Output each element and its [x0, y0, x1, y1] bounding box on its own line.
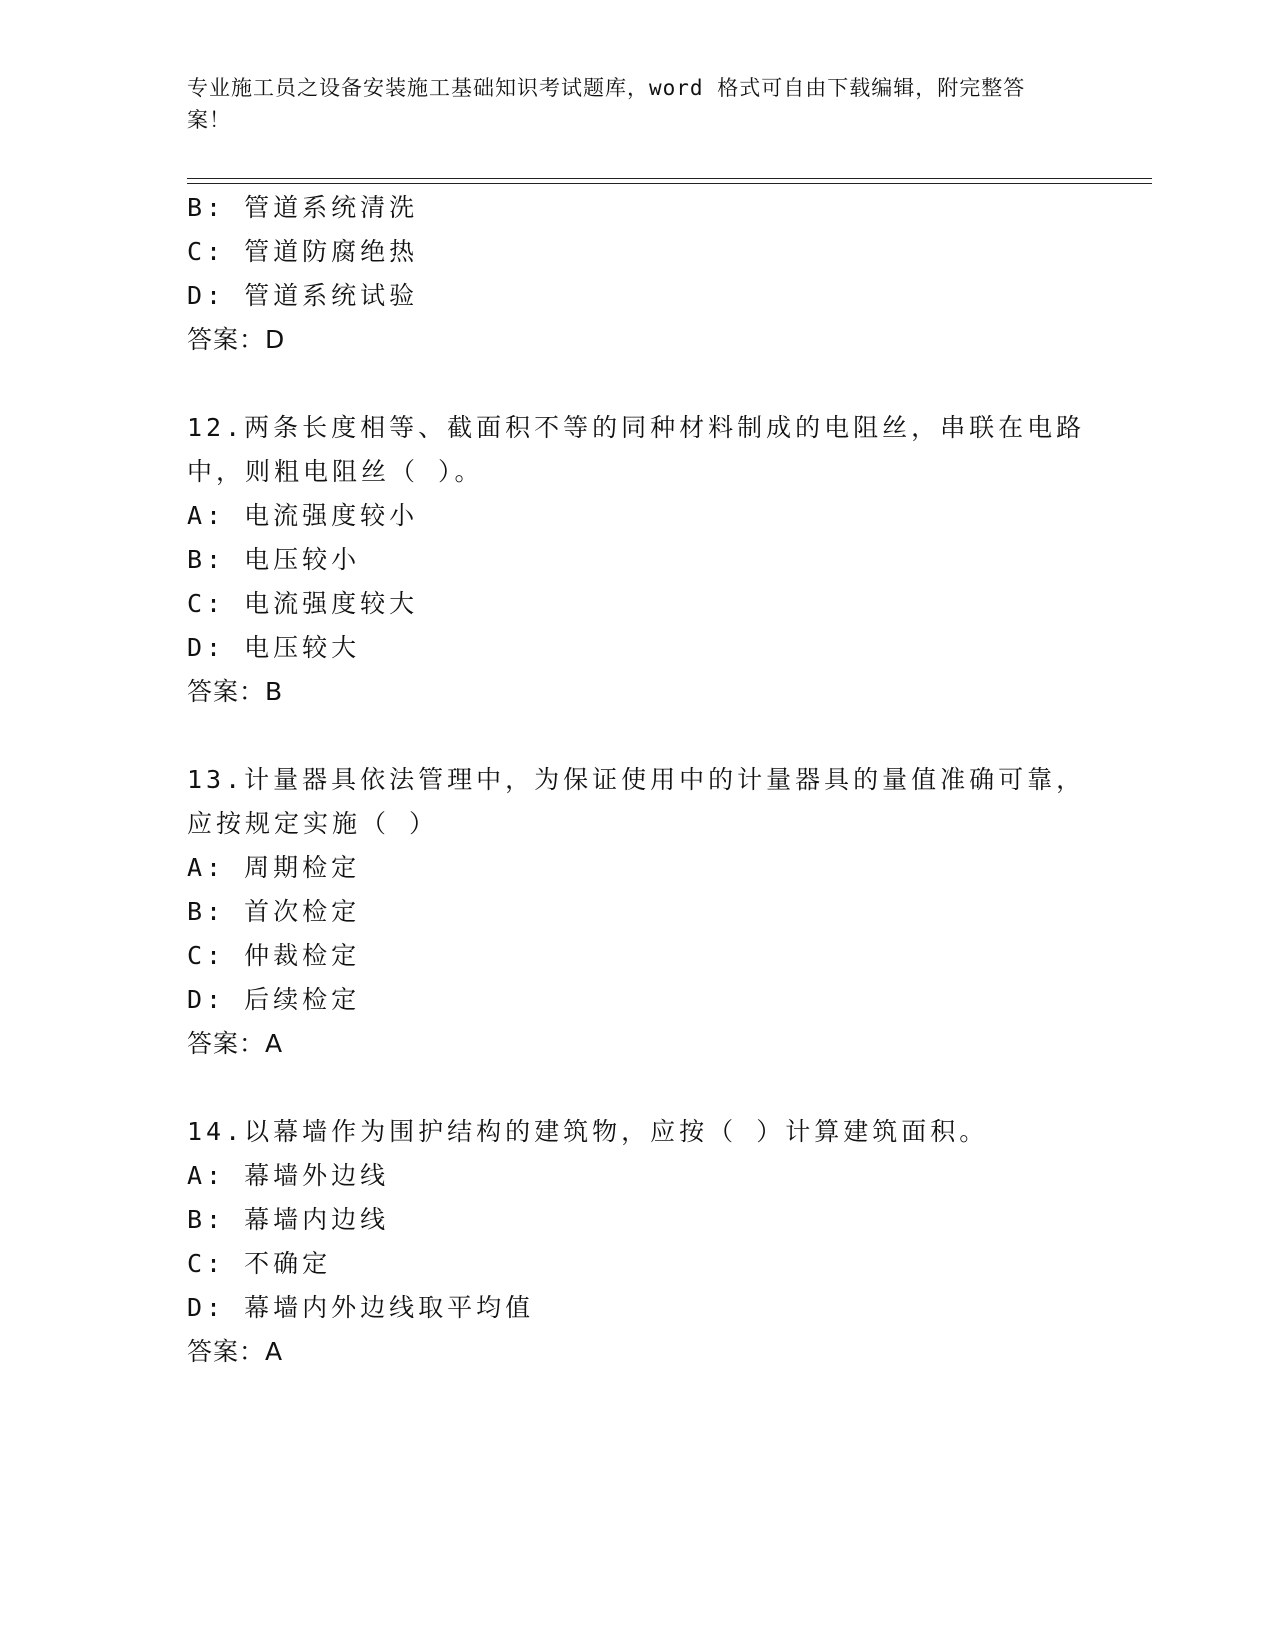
question-13-option-c: C: 仲裁检定	[187, 941, 361, 970]
question-14-stem-line-1: 14.以幕墙作为围护结构的建筑物，应按（ ）计算建筑面积。	[187, 1117, 989, 1146]
question-12-option-b: B: 电压较小	[187, 545, 361, 574]
question-12-option-c: C: 电流强度较大	[187, 589, 419, 618]
question-14-answer: 答案：A	[187, 1337, 284, 1366]
header-divider-bottom	[187, 183, 1152, 184]
question-13-answer: 答案：A	[187, 1029, 284, 1058]
question-13-option-d: D: 后续检定	[187, 985, 361, 1014]
option-d: D: 管道系统试验	[187, 281, 419, 310]
header-divider-top	[187, 178, 1152, 179]
question-13-option-a: A: 周期检定	[187, 853, 361, 882]
question-13-stem-line-1: 13.计量器具依法管理中，为保证使用中的计量器具的量值准确可靠，	[187, 765, 1086, 794]
question-14-option-b: B: 幕墙内边线	[187, 1205, 390, 1234]
question-12-answer: 答案：B	[187, 677, 284, 706]
question-14-option-d: D: 幕墙内外边线取平均值	[187, 1293, 535, 1322]
question-12-stem-line-2: 中，则粗电阻丝（ ）。	[187, 457, 484, 486]
question-14-option-c: C: 不确定	[187, 1249, 332, 1278]
question-12-stem-line-1: 12.两条长度相等、截面积不等的同种材料制成的电阻丝，串联在电路	[187, 413, 1086, 442]
question-13-option-b: B: 首次检定	[187, 897, 361, 926]
answer: 答案：D	[187, 325, 286, 354]
option-c: C: 管道防腐绝热	[187, 237, 419, 266]
question-13-stem-line-2: 应按规定实施（ ）	[187, 809, 439, 838]
document-header: 专业施工员之设备安装施工基础知识考试题库，word 格式可自由下载编辑，附完整答案！	[187, 76, 1026, 132]
question-12-option-a: A: 电流强度较小	[187, 501, 419, 530]
question-12-option-d: D: 电压较大	[187, 633, 361, 662]
option-b: B: 管道系统清洗	[187, 193, 419, 222]
question-14-option-a: A: 幕墙外边线	[187, 1161, 390, 1190]
